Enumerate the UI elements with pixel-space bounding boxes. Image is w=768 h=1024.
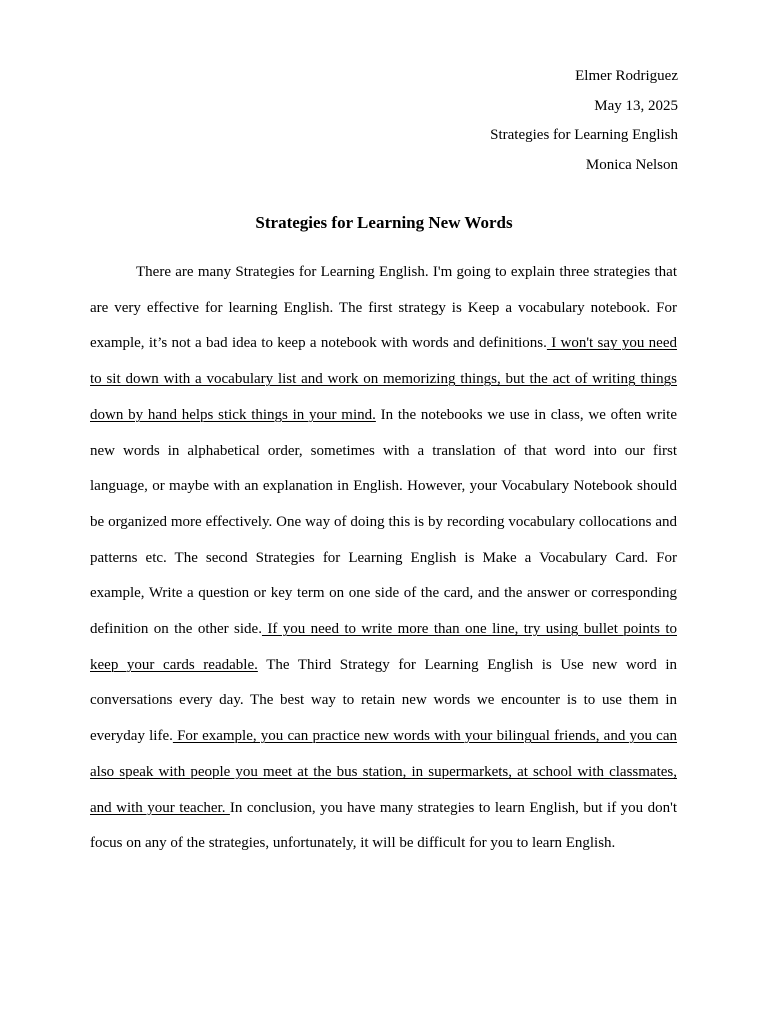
- text-run: In the notebooks we use in class, we often write new words in alphabetical order, sometimes with a translation of that word into our first language, or maybe with an explanation in English. However, your Vocabulary Notebook should be organized more effectively. One way of doing this is by recording vocabulary collocations and patterns etc. The second Strategies for Learning English is Make a Vocabulary Card. For example, Write a question or key term on one side of the card, and the answer or corresponding definition on the other side.: [90, 406, 677, 638]
- underlined-quote: I won't say you need to sit down with a vocabulary list and work on memorizing things, but the act of writing things down by hand helps stick things in your mind.: [90, 335, 677, 423]
- course-name: Strategies for Learning English: [490, 127, 678, 143]
- author-name: Elmer Rodriguez: [575, 68, 678, 84]
- text-run: There are many Strategies for Learning English. I'm going to explain three strategies that are very effective for learning English. The first strategy is Keep a vocabulary notebook. For example, it’s not a bad idea to keep a notebook with words and definitions.: [90, 264, 677, 352]
- text-run: The Third Strategy for Learning English is Use new word in conversations every day. The best way to retain new words we encounter is to use them in everyday life.: [90, 656, 677, 745]
- instructor-name: Monica Nelson: [585, 156, 678, 173]
- underlined-quote: If you need to write more than one line, try using bullet points to keep your cards readable.: [90, 621, 677, 673]
- date-line: May 13, 2025: [594, 97, 678, 114]
- essay-title: Strategies for Learning New Words: [255, 213, 513, 232]
- mla-header: [490, 62, 678, 180]
- underlined-quote: For example, you can practice new words with your bilingual friends, and you can also speak with people you meet at the bus station, in supermarkets, at school with classmates, and with your teacher.: [90, 728, 677, 816]
- essay-paragraph: [90, 255, 677, 862]
- text-run: In conclusion, you have many strategies to learn English, but if you don't focus on any of the strategies, unfortunately, it will be difficult for you to learn English.: [90, 799, 677, 852]
